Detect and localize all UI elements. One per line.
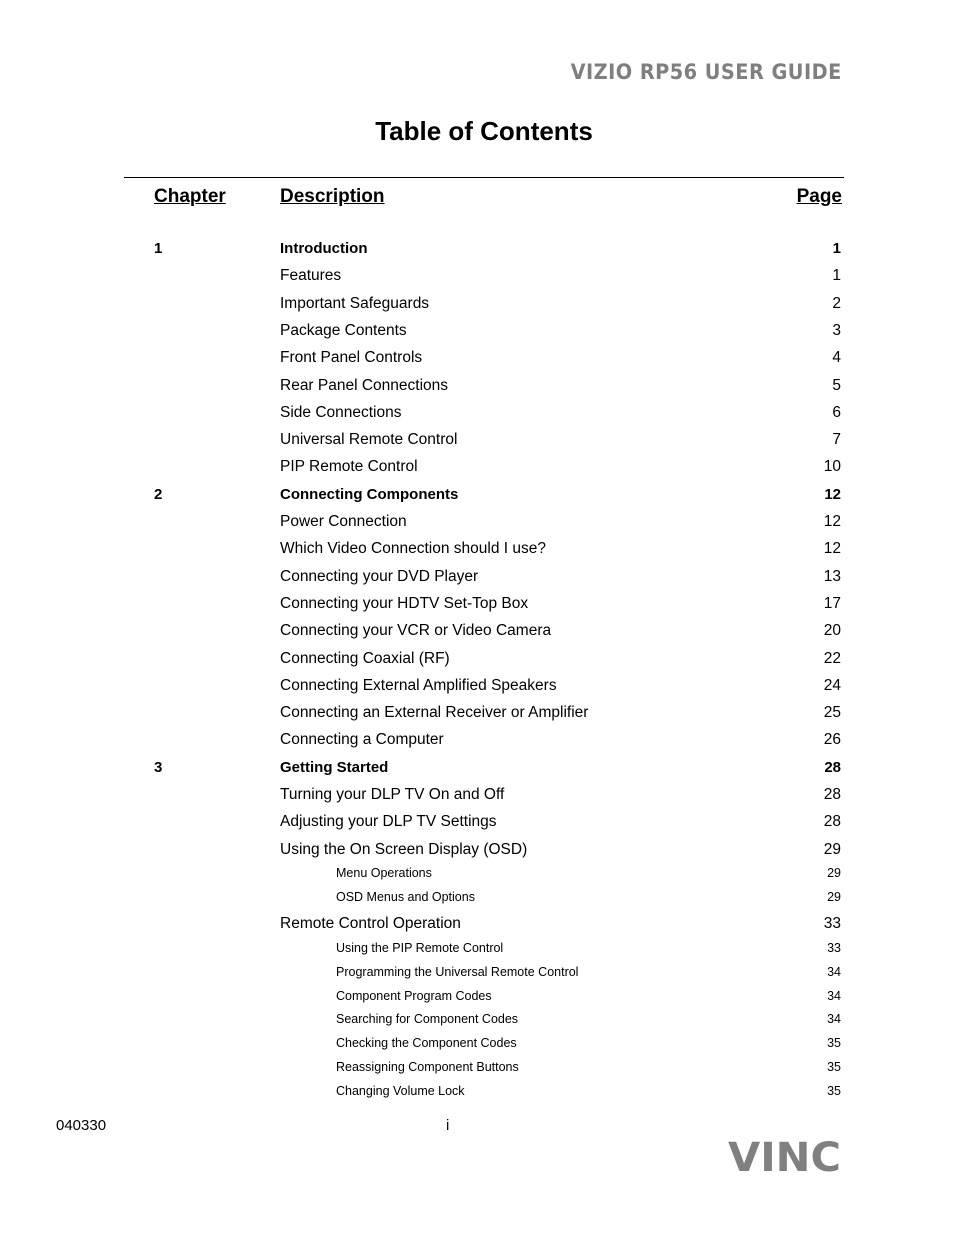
toc-page-number: 33: [827, 940, 841, 955]
toc-chapter-number: 2: [154, 485, 163, 503]
toc-description: Using the On Screen Display (OSD): [280, 840, 528, 858]
toc-description: Remote Control Operation: [280, 915, 461, 933]
toc-page-number: 4: [832, 349, 841, 367]
toc-page-number: 20: [823, 622, 841, 640]
toc-description: Connecting an External Receiver or Amplifier: [280, 704, 589, 722]
toc-description: Connecting a Computer: [280, 731, 444, 749]
toc-description: Using the PIP Remote Control: [336, 940, 504, 955]
toc-page-number: 26: [823, 731, 841, 749]
toc-description: Getting Started: [280, 758, 389, 776]
toc-page-number: 34: [827, 1012, 841, 1027]
toc-description: Universal Remote Control: [280, 431, 458, 449]
toc-page-number: 6: [832, 403, 841, 421]
toc-page-number: 28: [823, 786, 841, 803]
page-number: i: [446, 1117, 450, 1134]
brand-header: VIZIO RP56 USER GUIDE: [570, 60, 842, 84]
column-header-chapter: Chapter: [154, 186, 226, 207]
toc-page-number: 12: [823, 540, 841, 558]
header-divider: [124, 177, 844, 178]
toc-page-number: 12: [824, 485, 841, 503]
logo-wordmark: VINC: [728, 1138, 841, 1174]
vinc-logo-icon: [728, 1138, 843, 1174]
page-title: Table of Contents: [375, 116, 593, 146]
toc-description: Rear Panel Connections: [280, 376, 449, 394]
toc-page-number: 2: [832, 294, 841, 312]
toc-page-number: 24: [823, 676, 841, 694]
toc-page-number: 28: [824, 758, 841, 776]
toc-page-number: 29: [823, 840, 841, 858]
toc-page-number: 35: [827, 1083, 841, 1098]
toc-description: Programming the Universal Remote Control: [336, 964, 579, 979]
toc-page-number: 35: [827, 1059, 841, 1074]
toc-page-number: 33: [823, 915, 841, 933]
toc-description: Connecting your DVD Player: [280, 567, 479, 585]
toc-page-number: 7: [832, 431, 841, 449]
toc-description: Connecting Components: [280, 485, 459, 503]
toc-page-number: 1: [832, 240, 841, 257]
toc-description: Power Connection: [280, 513, 407, 530]
toc-description: Menu Operations: [336, 866, 432, 881]
toc-description: Connecting External Amplified Speakers: [280, 676, 557, 694]
toc-page-number: 17: [823, 594, 841, 612]
toc-description: Connecting Coaxial (RF): [280, 649, 450, 667]
toc-description: Adjusting your DLP TV Settings: [280, 813, 497, 831]
toc-page-number: 22: [823, 649, 841, 667]
toc-description: Side Connections: [280, 403, 402, 421]
toc-description: Connecting your VCR or Video Camera: [280, 622, 552, 640]
toc-page-number: 1: [832, 267, 841, 285]
toc-page-number: 34: [827, 988, 841, 1003]
toc-page-number: 35: [827, 1036, 841, 1051]
toc-page-number: 3: [832, 321, 841, 339]
document-code: 040330: [56, 1117, 107, 1134]
toc-chapter-number: 3: [154, 758, 163, 776]
toc-page-number: 29: [827, 866, 841, 881]
toc-page-number: 10: [823, 458, 841, 476]
toc-description: Turning your DLP TV On and Off: [280, 786, 505, 803]
toc-description: Checking the Component Codes: [336, 1036, 517, 1051]
toc-description: Reassigning Component Buttons: [336, 1059, 519, 1074]
toc-page-number: 34: [827, 964, 841, 979]
toc-description: Features: [280, 267, 342, 285]
toc-description: Connecting your HDTV Set-Top Box: [280, 594, 529, 612]
toc-description: Component Program Codes: [336, 988, 492, 1003]
toc-description: Changing Volume Lock: [336, 1083, 465, 1098]
toc-page-number: 25: [823, 704, 841, 722]
toc-page-number: 5: [832, 376, 841, 394]
toc-description: Introduction: [280, 240, 368, 257]
toc-page-number: 12: [823, 513, 841, 530]
toc-description: Searching for Component Codes: [336, 1012, 519, 1027]
toc-description: Important Safeguards: [280, 294, 430, 312]
toc-description: Front Panel Controls: [280, 349, 423, 367]
toc-chapter-number: 1: [154, 240, 163, 257]
toc-description: OSD Menus and Options: [336, 889, 475, 904]
toc-description: Which Video Connection should I use?: [280, 540, 546, 558]
toc-page-number: 29: [827, 889, 841, 904]
toc-description: Package Contents: [280, 321, 407, 339]
toc-page-number: 28: [823, 813, 841, 831]
column-header-description: Description: [280, 186, 385, 207]
toc-page-number: 13: [823, 567, 841, 585]
toc-description: PIP Remote Control: [280, 458, 418, 476]
column-header-page: Page: [796, 186, 842, 207]
